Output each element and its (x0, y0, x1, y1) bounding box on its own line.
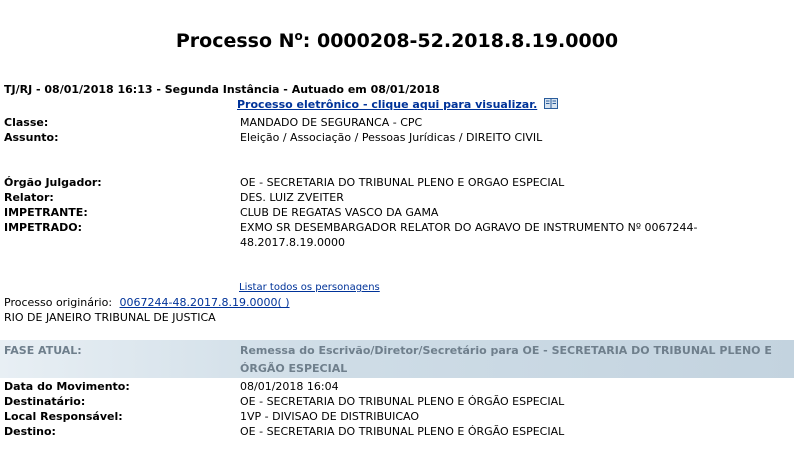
destinatario-value: OE - SECRETARIA DO TRIBUNAL PLENO E ÓRGÃO ESPECIAL (240, 395, 565, 408)
assunto-value: Eleição / Associação / Pessoas Jurídicas / DIREITO CIVIL (240, 131, 543, 144)
local-responsavel-value: 1VP - DIVISAO DE DISTRIBUICAO (240, 410, 420, 423)
electronic-process-link[interactable] (237, 98, 558, 112)
list-personagens-link[interactable]: Listar todos os personagens (239, 282, 380, 293)
electronic-process-link-text[interactable]: Processo eletrônico - clique aqui para visualizar. (237, 98, 538, 111)
book-icon[interactable] (544, 98, 558, 109)
origin-label: Processo originário: (4, 296, 113, 309)
impetrante-value: CLUB DE REGATAS VASCO DA GAMA (240, 206, 439, 219)
orgao-value: OE - SECRETARIA DO TRIBUNAL PLENO E ORGAO ESPECIAL (240, 176, 565, 189)
data-movimento-label: Data do Movimento: (4, 380, 130, 393)
origin-row (4, 296, 290, 310)
page-title: Processo $N^o$: 0000208-52.2018.8.19.0000 (175, 29, 619, 52)
relator-value: DES. LUIZ ZVEITER (240, 191, 344, 204)
local-responsavel-label: Local Responsável: (4, 410, 123, 423)
destino-label: Destino: (4, 425, 56, 438)
classe-value: MANDADO DE SEGURANCA - CPC (240, 116, 423, 129)
impetrado-label: IMPETRADO: (4, 221, 82, 234)
impetrado-value-line1: EXMO SR DESEMBARGADOR RELATOR DO AGRAVO DE INSTRUMENTO Nº 0067244- (240, 221, 698, 234)
destino-value: OE - SECRETARIA DO TRIBUNAL PLENO E ÓRGÃO ESPECIAL (240, 425, 565, 438)
impetrado-value-line2: 48.2017.8.19.0000 (240, 236, 345, 249)
destinatario-label: Destinatário: (4, 395, 86, 408)
origin-process-link[interactable]: 0067244-48.2017.8.19.0000( ) (119, 296, 290, 309)
header-info: TJ/RJ - 08/01/2018 16:13 - Segunda Instância - Autuado em 08/01/2018 (4, 83, 440, 96)
fase-label: FASE ATUAL: (4, 344, 82, 357)
assunto-label: Assunto: (4, 131, 59, 144)
fase-value: Remessa do Escrivão/Diretor/Secretário para OE - SECRETARIA DO TRIBUNAL PLENO E ÓRGÃO ESPECIAL (240, 344, 772, 375)
orgao-label: Órgão Julgador: (4, 176, 102, 189)
relator-label: Relator: (4, 191, 54, 204)
impetrante-label: IMPETRANTE: (4, 206, 88, 219)
classe-label: Classe: (4, 116, 49, 129)
origin-court: RIO DE JANEIRO TRIBUNAL DE JUSTICA (4, 311, 216, 324)
data-movimento-value: 08/01/2018 16:04 (240, 380, 339, 393)
